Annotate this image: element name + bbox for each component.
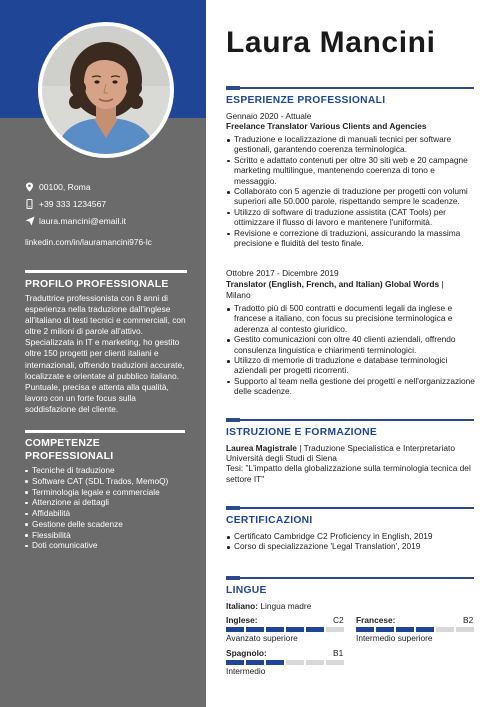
native-language-value: Lingua madre (260, 601, 312, 611)
profile-photo (42, 26, 170, 154)
phone-icon (25, 199, 34, 209)
education-degree: Laurea Magistrale (226, 443, 297, 453)
job-1-bullets (226, 134, 476, 248)
job-2-title-block (226, 279, 462, 300)
job-bullet: Utilizzo di software di traduzione assistita (CAT Tools) per ottimizzare il flusso di lavoro e mantenere l'uniformità. (226, 207, 476, 228)
language-level-segment (246, 627, 264, 632)
language-level-segment (306, 627, 324, 632)
language-level-segment (306, 660, 324, 665)
certification-item: Certificato Cambridge C2 Proficiency in English, 2019 (226, 531, 476, 541)
language-level-segment (286, 660, 304, 665)
job-1-title: Freelance Translator Various Clients and Agencies (226, 121, 427, 131)
language-level-segment (416, 627, 434, 632)
language-bar-french (356, 627, 474, 632)
linkedin-link[interactable]: linkedin.com/in/lauramancini976-lc (25, 237, 152, 247)
certifications-list (226, 531, 476, 552)
language-level-segment (396, 627, 414, 632)
native-language-label: Italiano: (226, 601, 258, 611)
language-level-segment (266, 627, 284, 632)
profile-divider (25, 270, 187, 273)
skills-list (25, 465, 168, 551)
job-bullet: Collaborato con 5 agenzie di traduzione per progetti con volumi superiori alle 50.000 parole, rispettando sempre le scadenze. (226, 186, 476, 207)
language-level-segment (226, 627, 244, 632)
job-2-bullets (226, 303, 476, 397)
job-bullet: Supporto al team nella gestione dei progetti e nell'organizzazione delle scadenze. (226, 376, 476, 397)
language-level-segment (246, 660, 264, 665)
skills-heading: COMPETENZE PROFESSIONALI (25, 437, 114, 462)
languages-divider (226, 577, 474, 579)
education-heading: ISTRUZIONE E FORMAZIONE (226, 427, 378, 438)
experience-divider (226, 87, 474, 89)
languages-heading: LINGUE (226, 585, 267, 596)
language-level-segment (266, 660, 284, 665)
skill-item: Gestione delle scadenze (25, 519, 168, 530)
job-bullet: Revisione e correzione di traduzioni, assicurando la massima precisione e fluidità del testo finale. (226, 228, 476, 249)
experience-heading: ESPERIENZE PROFESSIONALI (226, 95, 386, 106)
skill-item: Tecniche di traduzione (25, 465, 168, 476)
certifications-divider (226, 507, 474, 509)
certification-item: Corso di specializzazione 'Legal Translation', 2019 (226, 541, 476, 551)
language-desc-french: Intermedio superiore (356, 633, 433, 643)
certifications-heading: CERTIFICAZIONI (226, 515, 313, 526)
education-course: | Traduzione Specialistica e Interpretariato (299, 443, 455, 453)
language-label-spanish: Spagnolo: (226, 648, 267, 658)
language-level-spanish: B1 (333, 648, 344, 658)
native-language (226, 601, 474, 612)
job-2-dates: Ottobre 2017 - Dicembre 2019 (226, 268, 339, 278)
job-bullet: Tradotto più di 500 contratti e documenti legali da inglese e francese a italiano, con focus su precisione terminologica e aderenza al contesto giuridico. (226, 303, 476, 334)
send-icon (25, 216, 34, 226)
language-level-segment (356, 627, 374, 632)
language-level-segment (436, 627, 454, 632)
profile-text: Traduttrice professionista con 8 anni di esperienza nella traduzione dall'inglese all'italiano di testi tecnici e commerciali, con oltre 2 milioni di parole all'attivo. Specializzata in IT e marketing, ho gestito oltre 150 progetti per clienti italiani e internazionali, offrendo traduzioni accurate, localizzate e orientate al pubblico italiano. Puntuale, precisa e attenta alla qualità, lavoro con un forte focus sulla soddisfazione del cliente. (25, 293, 186, 414)
location-pin-icon (25, 182, 34, 192)
education-divider (226, 419, 474, 421)
language-bar-spanish (226, 660, 344, 665)
education-degree-line (226, 443, 474, 454)
skill-item: Software CAT (SDL Trados, MemoQ) (25, 476, 168, 487)
phone-text: +39 333 1234567 (39, 199, 107, 209)
education-school: Università degli Studi di Siena (226, 453, 337, 463)
language-level-segment (376, 627, 394, 632)
language-desc-spanish: Intermedio (226, 666, 266, 676)
language-desc-english: Avanzato superiore (226, 633, 298, 643)
job-2-place: | Milano (226, 279, 444, 300)
skill-item: Affidabilità (25, 508, 168, 519)
job-bullet: Scritto e adattato contenuti per oltre 30 siti web e 20 campagne marketing multilingue, mantenendo coerenza di tono e messaggio. (226, 155, 476, 186)
language-level-segment (326, 627, 344, 632)
job-2-title: Translator (English, French, and Italian) Global Words (226, 279, 440, 289)
job-bullet: Gestito comunicazioni con oltre 40 clienti aziendali, offrendo consulenza linguistica e chiarimenti terminologici. (226, 334, 476, 355)
profile-heading: PROFILO PROFESSIONALE (25, 278, 169, 290)
location-text: 00100, Roma (39, 182, 91, 192)
email-text[interactable]: laura.mancini@email.it (39, 216, 127, 226)
language-label-french: Francese: (356, 615, 396, 625)
language-bar-english (226, 627, 344, 632)
job-bullet: Traduzione e localizzazione di manuali tecnici per software gestionali, garantendo coerenza terminologica. (226, 134, 476, 155)
language-level-segment (456, 627, 474, 632)
skill-item: Terminologia legale e commerciale (25, 487, 168, 498)
language-label-english: Inglese: (226, 615, 258, 625)
skill-item: Attenzione ai dettagli (25, 497, 168, 508)
language-level-english: C2 (333, 615, 344, 625)
job-1-dates: Gennaio 2020 - Attuale (226, 111, 312, 121)
candidate-name: Laura Mancini (226, 26, 436, 59)
skill-item: Flessibilità (25, 530, 168, 541)
language-level-segment (326, 660, 344, 665)
job-bullet: Utilizzo di memorie di traduzione e database terminologici aziendali per progetti ricorrenti. (226, 355, 476, 376)
skills-divider (25, 430, 185, 433)
skill-item: Doti comunicative (25, 540, 168, 551)
language-level-french: B2 (463, 615, 474, 625)
language-level-segment (286, 627, 304, 632)
language-level-segment (226, 660, 244, 665)
education-thesis: Tesi: "L'impatto della globalizzazione sulla terminologia tecnica del settore IT" (226, 463, 471, 484)
